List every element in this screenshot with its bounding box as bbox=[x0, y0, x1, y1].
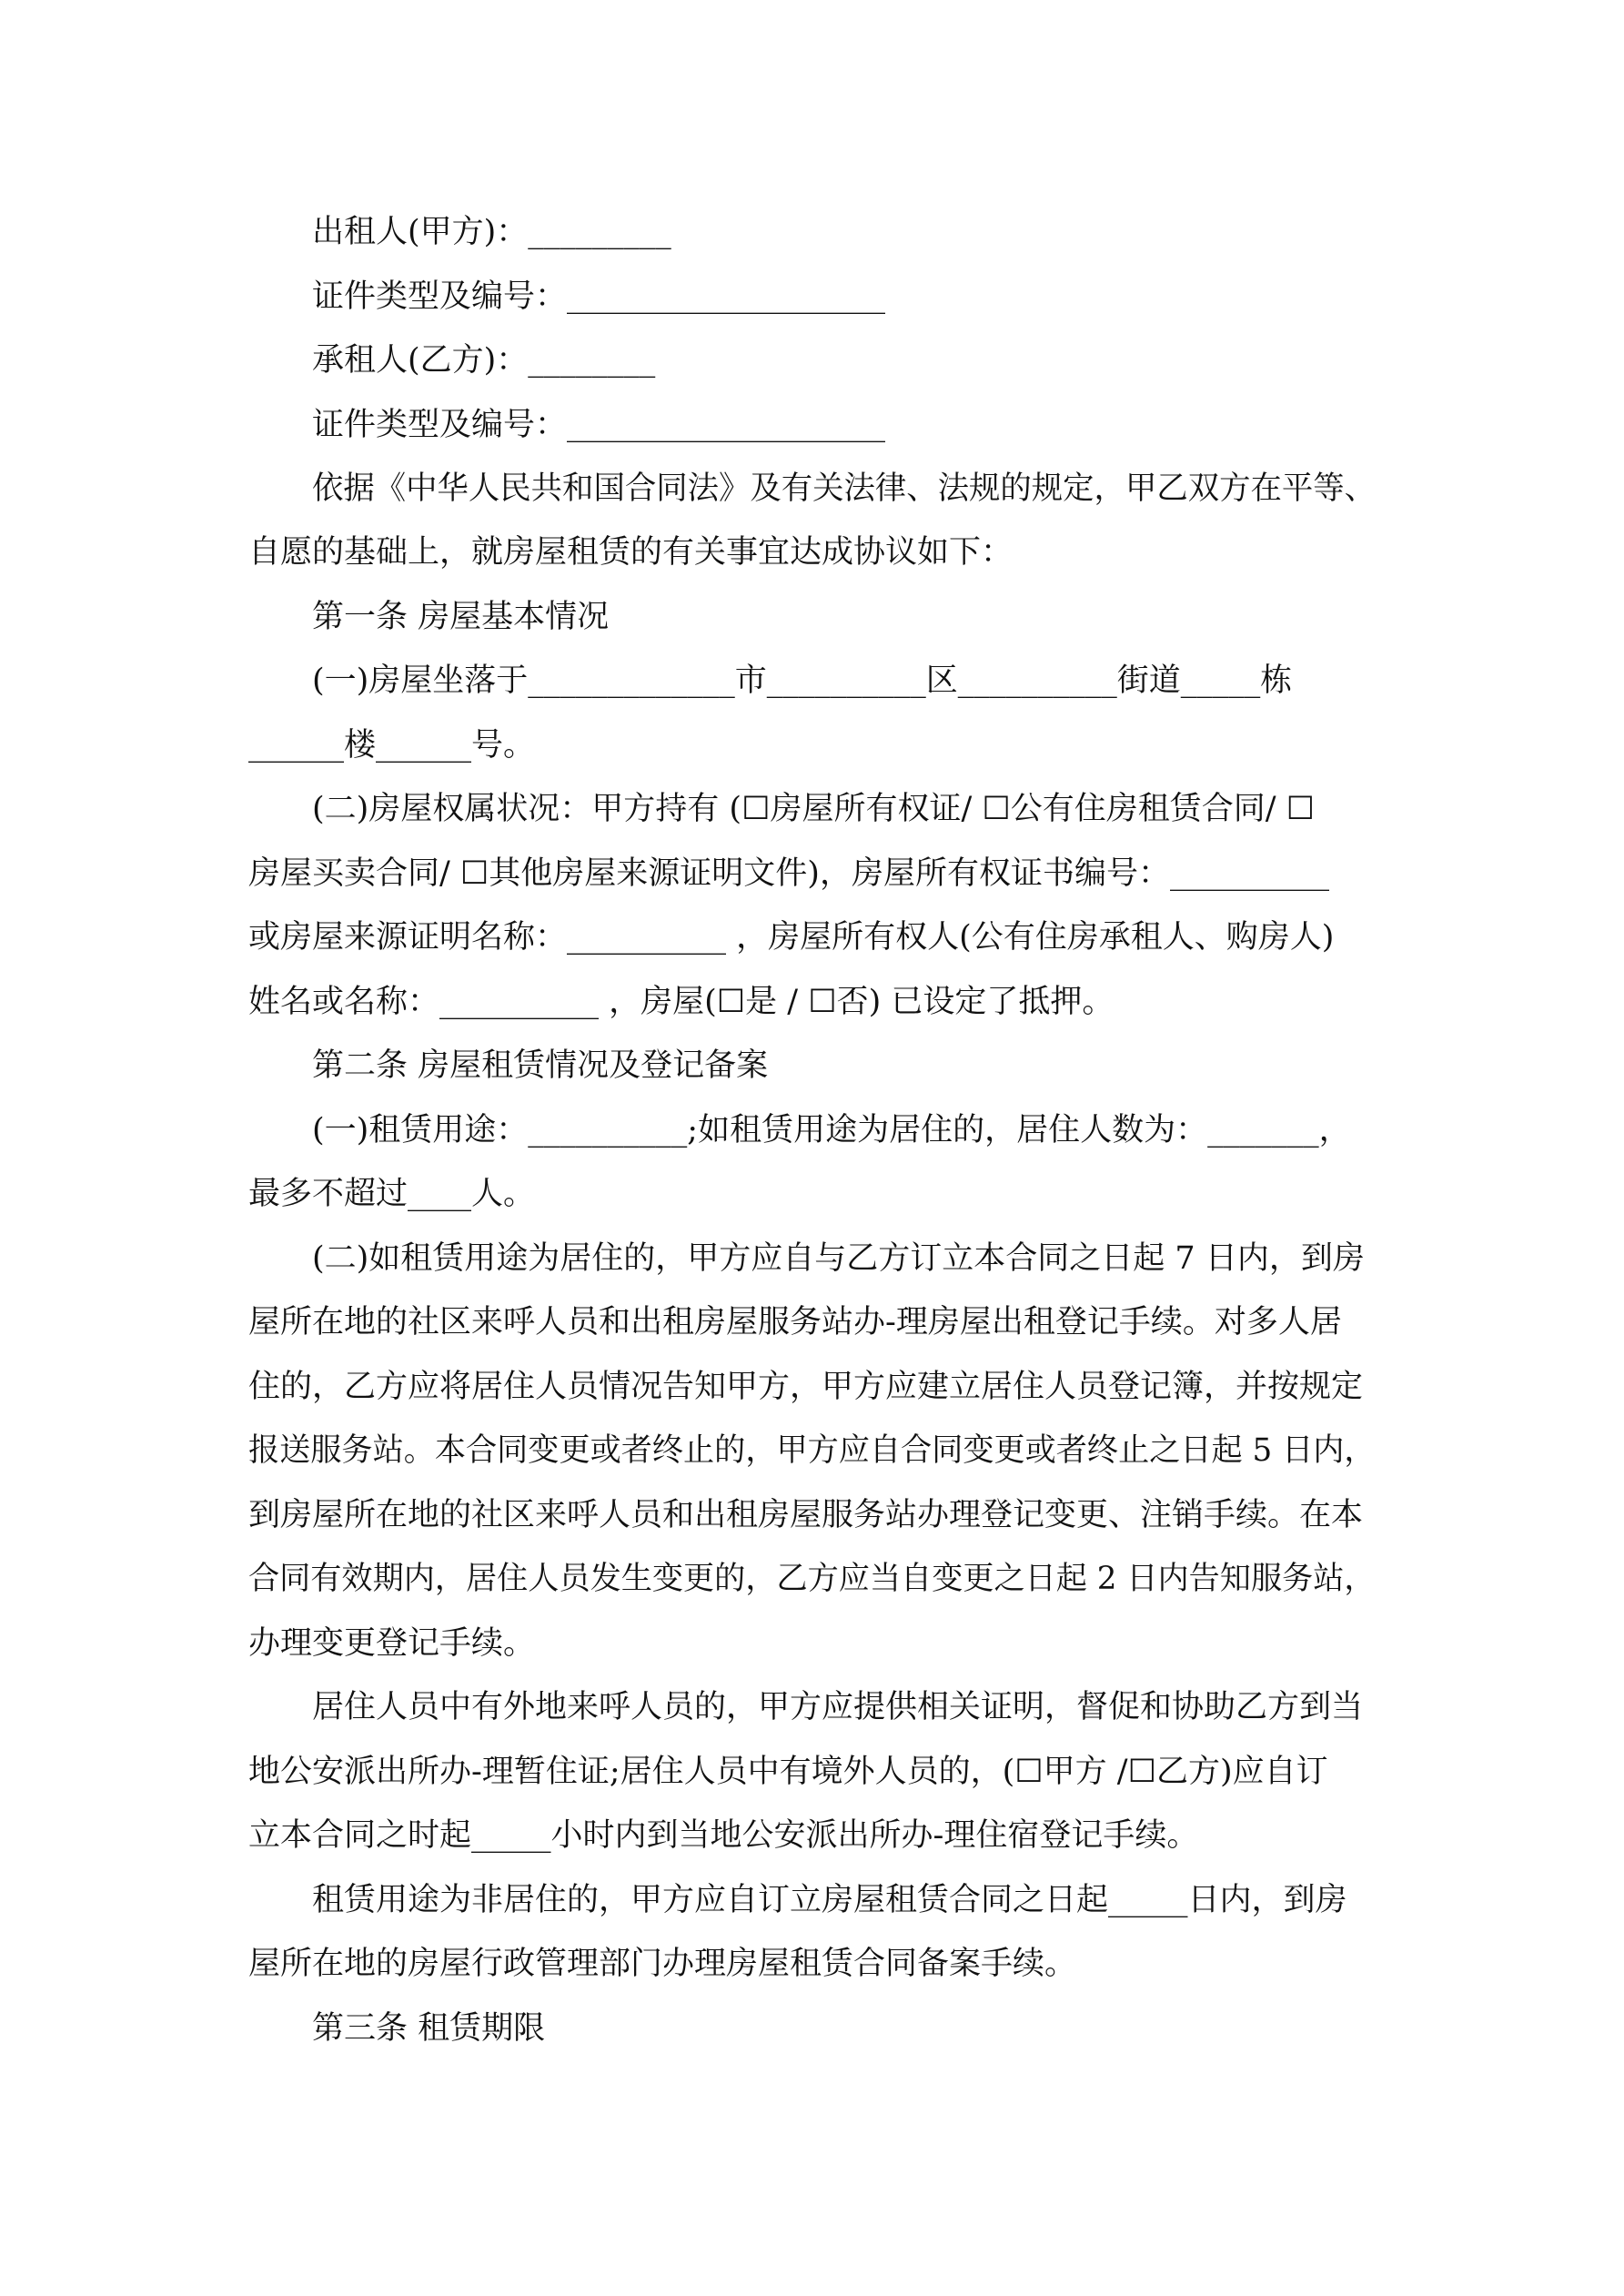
article-2-clause-2-line-4: 报送服务站。本合同变更或者终止的，甲方应自合同变更或者终止之日起 5 日内， bbox=[248, 1432, 1376, 1469]
article-1-clause-2-line-3: 或房屋来源证明名称：__________ ，房屋所有权人(公有住房承租人、购房人) bbox=[248, 919, 1335, 956]
article-1-clause-2-line-2: 房屋买卖合同/ ☐其他房屋来源证明文件)，房屋所有权证书编号：__________ bbox=[248, 855, 1329, 892]
lessor-line: 出租人(甲方)：_________ bbox=[312, 214, 671, 250]
article-2-clause-1-line-2: 最多不超过____人。 bbox=[248, 1176, 536, 1212]
lessee-id-line: 证件类型及编号：____________________ bbox=[312, 407, 886, 443]
nonlocal-residents-line-1: 居住人员中有外地来呼人员的，甲方应提供相关证明，督促和协助乙方到当 bbox=[312, 1689, 1364, 1725]
non-residential-line-1: 租赁用途为非居住的，甲方应自订立房屋租赁合同之日起_____日内，到房 bbox=[312, 1882, 1347, 1918]
article-1-clause-1-line-1: (一)房屋坐落于_____________市__________区__________街道_____栋 bbox=[312, 663, 1293, 699]
nonlocal-residents-line-2: 地公安派出所办-理暂住证;居住人员中有境外人员的，(☐甲方 /☐乙方)应自订 bbox=[248, 1754, 1328, 1790]
article-3-heading: 第三条 租赁期限 bbox=[312, 2010, 546, 2047]
article-2-heading: 第二条 房屋租赁情况及登记备案 bbox=[312, 1047, 769, 1084]
preamble-line-1: 依据《中华人民共和国合同法》及有关法律、法规的规定，甲乙双方在平等、 bbox=[312, 470, 1377, 507]
lessor-id-line: 证件类型及编号：____________________ bbox=[312, 278, 886, 315]
non-residential-line-2: 屋所在地的房屋行政管理部门办理房屋租赁合同备案手续。 bbox=[248, 1946, 1077, 1982]
article-1-clause-2-line-1: (二)房屋权属状况：甲方持有 (☐房屋所有权证/ ☐公有住房租赁合同/ ☐ bbox=[312, 791, 1316, 827]
preamble-line-2: 自愿的基础上，就房屋租赁的有关事宜达成协议如下： bbox=[248, 534, 1014, 571]
article-2-clause-2-line-5: 到房屋所在地的社区来呼人员和出租房屋服务站办理登记变更、注销手续。在本 bbox=[248, 1497, 1364, 1533]
article-2-clause-2-line-6: 合同有效期内，居住人员发生变更的，乙方应当自变更之日起 2 日内告知服务站， bbox=[248, 1561, 1376, 1597]
article-2-clause-2-line-2: 屋所在地的社区来呼人员和出租房屋服务站办-理房屋出租登记手续。对多人居 bbox=[248, 1304, 1342, 1340]
lessee-line: 承租人(乙方)：________ bbox=[312, 342, 656, 379]
article-1-clause-2-line-4: 姓名或名称：__________ ，房屋(☐是 / ☐否) 已设定了抵押。 bbox=[248, 984, 1115, 1020]
article-1-heading: 第一条 房屋基本情况 bbox=[312, 599, 610, 635]
article-1-clause-1-line-2: ______楼______号。 bbox=[248, 727, 536, 764]
article-2-clause-2-line-3: 住的，乙方应将居住人员情况告知甲方，甲方应建立居住人员登记簿，并按规定 bbox=[248, 1369, 1364, 1405]
article-2-clause-2-line-7: 办理变更登记手续。 bbox=[248, 1625, 536, 1662]
article-2-clause-1-line-1: (一)租赁用途：__________;如租赁用途为居住的，居住人数为：_______， bbox=[312, 1112, 1351, 1148]
nonlocal-residents-line-3: 立本合同之时起_____小时内到当地公安派出所办-理住宿登记手续。 bbox=[248, 1817, 1199, 1854]
article-2-clause-2-line-1: (二)如租赁用途为居住的，甲方应自与乙方订立本合同之日起 7 日内，到房 bbox=[312, 1240, 1365, 1277]
